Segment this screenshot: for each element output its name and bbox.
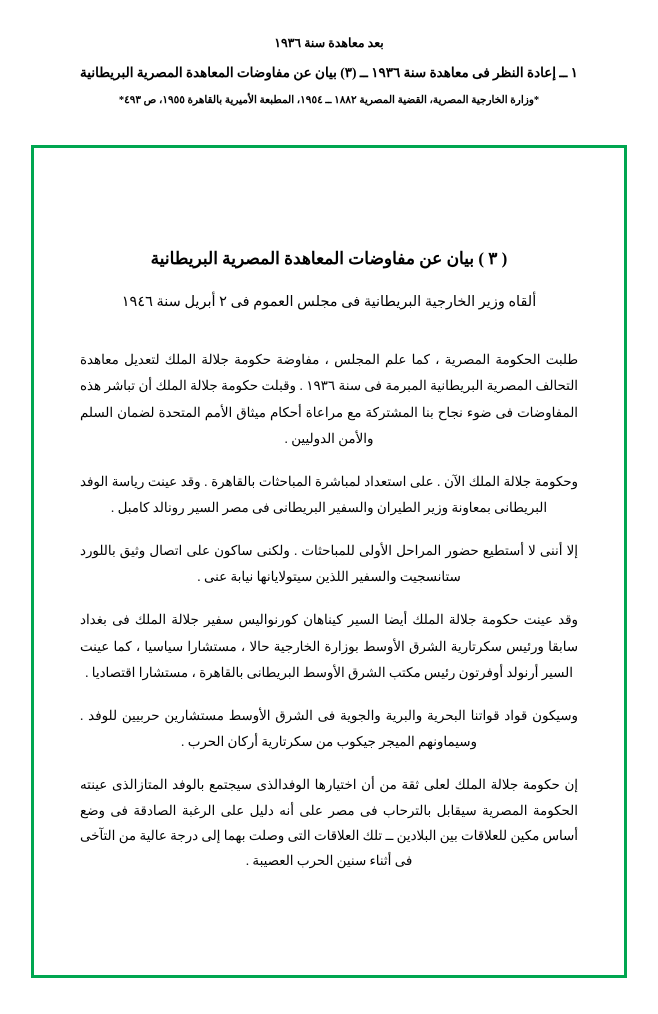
paragraph: وقد عينت حكومة جلالة الملك أيضا السير كيناهان كورنواليس سفير جلالة الملك فى بغداد سابقا ورئيس سكرتارية الشرق الأوسط بوزارة الخارجية حالا ، مستشارا سياسيا ، كما عينت السير أرنولد أوفرتون رئيس مكتب الشرق الأوسط البريطانى بالقاهرة ، مستشارا اقتصاديا .	[80, 612, 578, 680]
green-framed-content-box	[31, 145, 627, 978]
document-subtitle: ألقاه وزير الخارجية البريطانية فى مجلس العموم فى ٢ أبريل سنة ١٩٤٦	[121, 293, 537, 310]
document-paragraphs	[80, 347, 578, 874]
header-source-citation: *وزارة الخارجية المصرية، القضية المصرية ١٨٨٢ ــ ١٩٥٤، المطبعة الأميرية بالقاهرة ١٩٥٥، ص ٤٩٣*	[118, 95, 540, 107]
document-title: ( ٣ ) بيان عن مفاوضات المعاهدة المصرية البريطانية	[150, 249, 508, 268]
document-body	[34, 148, 624, 975]
paragraph: إلا أننى لا أستطيع حضور المراحل الأولى للمباحثات . ولكنى ساكون على اتصال وثيق باللورد ستانسجيت والسفير اللذين سيتولايانها نيابة عنى .	[80, 543, 578, 585]
paragraph: طلبت الحكومة المصرية ، كما علم المجلس ، مفاوضة حكومة جلالة الملك لتعديل معاهدة التحالف المصرية البريطانية المبرمة فى سنة ١٩٣٦ . وقبلت حكومة جلالة الملك أن تباشر هذه المفاوضات فى ضوء نجاح بنا المشتركة مع مراعاة أحكام ميثاق الأمم المتحدة لضمان السلم والأمن الدوليين .	[80, 352, 578, 446]
page-header	[0, 0, 658, 110]
paragraph: وحكومة جلالة الملك الآن . على استعداد لمباشرة المباحثات بالقاهرة . وقد عينت رياسة الوفد البريطانى بمعاونة وزير الطيران والسفير البريطانى فى مصر السير رونالد كامبل .	[80, 473, 578, 515]
paragraph: إن حكومة جلالة الملك لعلى ثقة من أن اختيارها الوفدالذى سيجتمع بالوفد المتازالذى عينته الحكومة المصرية سيقابل بالترحاب فى مصر على أنه دليل على الرغبة الصادقة فى وضع أساس مكين للعلاقات بين البلادين ــ تلك العلاقات التى وصلت بهما إلى درجة عالية من التآخى فى أثناء سنين الحرب العصيبة .	[80, 777, 578, 869]
header-title: بعد معاهدة سنة ١٩٣٦	[274, 36, 384, 50]
paragraph: وسيكون قواد قواتنا البحرية والبرية والجوية فى الشرق الأوسط مستشارين حربيين للوفد . وسيماونهم الميجر جيكوب من سكرتارية أركان الحرب .	[80, 707, 578, 749]
header-subtitle: ١ ــ إعادة النظر فى معاهدة سنة ١٩٣٦ ــ (٣) بيان عن مفاوضات المعاهدة المصرية البريطانية	[80, 65, 578, 81]
